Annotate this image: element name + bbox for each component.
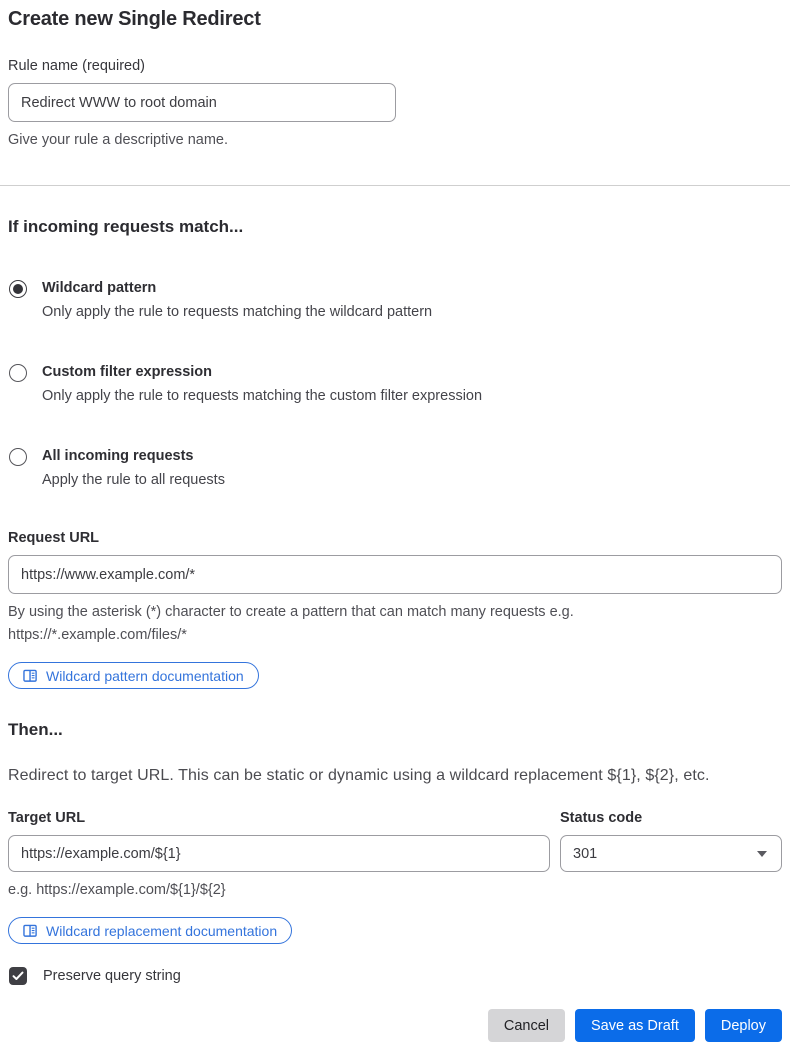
radio-option-all-incoming-requests[interactable] (8, 446, 782, 492)
target-url-help: e.g. https://example.com/${1}/${2} (8, 882, 226, 898)
preserve-query-string-row[interactable] (8, 967, 782, 985)
radio-option-label: Wildcard pattern (42, 280, 157, 296)
rule-name-label: Rule name (required) (8, 58, 146, 74)
checkbox-checked-icon[interactable] (9, 967, 27, 985)
chevron-down-icon (757, 851, 767, 857)
rule-name-help: Give your rule a descriptive name. (8, 132, 229, 148)
wildcard-pattern-doc-button[interactable] (8, 662, 259, 689)
radio-option-wildcard-pattern[interactable] (8, 278, 782, 324)
footer-actions (8, 1009, 782, 1042)
request-url-help (8, 601, 782, 647)
radio-option-description: Only apply the rule to requests matching the wildcard pattern (42, 304, 433, 320)
book-icon (23, 669, 38, 683)
radio-unselected-icon (9, 448, 27, 466)
request-url-label: Request URL (8, 530, 100, 546)
preserve-query-string-label[interactable]: Preserve query string (43, 968, 181, 984)
radio-option-label: Custom filter expression (42, 364, 213, 380)
page-title: Create new Single Redirect (8, 8, 261, 30)
status-code-value: 301 (573, 845, 598, 862)
target-url-label: Target URL (8, 810, 86, 826)
request-url-help-line1: By using the asterisk (*) character to create a pattern that can match many requests e.g. (8, 604, 574, 620)
radio-option-description: Only apply the rule to requests matching the custom filter expression (42, 388, 483, 404)
book-icon (23, 924, 38, 938)
match-type-radio-group (8, 278, 782, 492)
radio-option-custom-filter-expression[interactable] (8, 362, 782, 408)
status-code-select[interactable] (560, 835, 782, 872)
status-code-label: Status code (560, 810, 643, 826)
then-section-heading: Then... (8, 720, 63, 739)
radio-selected-icon (9, 280, 27, 298)
target-url-input[interactable] (8, 835, 550, 872)
request-url-help-line2: https://*.example.com/files/* (8, 627, 187, 643)
target-row (8, 810, 782, 902)
match-section-heading: If incoming requests match... (8, 217, 244, 236)
wildcard-replacement-doc-button[interactable] (8, 917, 292, 944)
then-description: Redirect to target URL. This can be static or dynamic using a wildcard replacement ${1}, ${2}, etc. (8, 767, 710, 784)
radio-option-label: All incoming requests (42, 448, 194, 464)
doc-button-label: Wildcard pattern documentation (46, 667, 244, 684)
save-as-draft-button[interactable]: Save as Draft (575, 1009, 695, 1042)
radio-unselected-icon (9, 364, 27, 382)
rule-name-input[interactable] (8, 83, 396, 122)
section-divider (0, 185, 790, 186)
request-url-input[interactable] (8, 555, 782, 594)
cancel-button[interactable]: Cancel (488, 1009, 565, 1042)
deploy-button[interactable]: Deploy (705, 1009, 782, 1042)
radio-option-description: Apply the rule to all requests (42, 472, 225, 488)
doc-button-label: Wildcard replacement documentation (46, 922, 278, 939)
